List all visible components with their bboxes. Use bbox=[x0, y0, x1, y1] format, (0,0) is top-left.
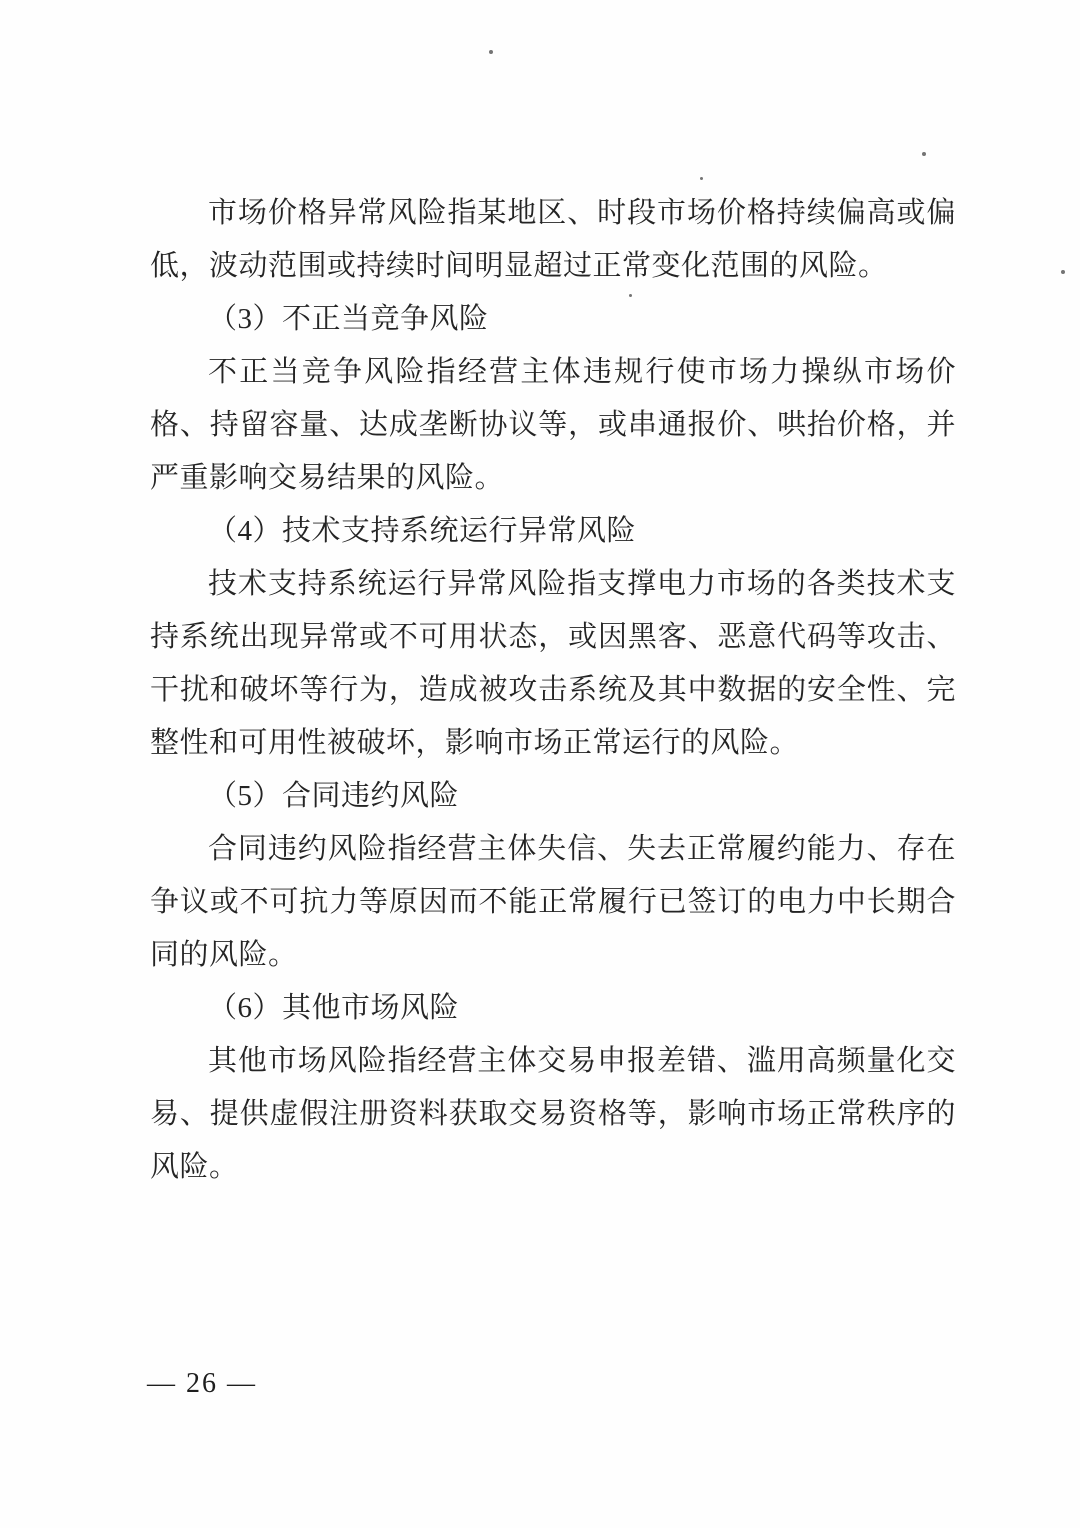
heading-other-market-risk: （6）其他市场风险 bbox=[208, 992, 460, 1024]
paragraph-other-market-risk-definition: 其他市场风险指经营主体交易申报差错、滥用高频量化交易、提供虚假注册资料获取交易资格等，影响市场正常秩序的风险。 bbox=[150, 1045, 956, 1183]
heading-unfair-competition-risk: （3）不正当竞争风险 bbox=[208, 303, 489, 335]
page-body-text bbox=[150, 187, 956, 1194]
scan-speck bbox=[489, 50, 493, 54]
paragraph-contract-breach-risk-definition: 合同违约风险指经营主体失信、失去正常履约能力、存在争议或不可抗力等原因而不能正常履行已签订的电力中长期合同的风险。 bbox=[150, 833, 956, 971]
page-number: — 26 — bbox=[147, 1368, 257, 1399]
page-footer bbox=[147, 1368, 257, 1400]
paragraph-market-price-abnormal-risk-definition: 市场价格异常风险指某地区、时段市场价格持续偏高或偏低，波动范围或持续时间明显超过正常变化范围的风险。 bbox=[150, 197, 956, 282]
paragraph-unfair-competition-risk-definition: 不正当竞争风险指经营主体违规行使市场力操纵市场价格、持留容量、达成垄断协议等，或串通报价、哄抬价格，并严重影响交易结果的风险。 bbox=[150, 356, 956, 494]
scan-speck bbox=[629, 294, 632, 297]
scan-speck bbox=[1061, 270, 1065, 274]
heading-technical-support-system-abnormal-risk: （4）技术支持系统运行异常风险 bbox=[208, 515, 637, 547]
scan-speck bbox=[700, 177, 703, 180]
scan-speck bbox=[922, 152, 926, 156]
paragraph-technical-support-system-risk-definition: 技术支持系统运行异常风险指支撑电力市场的各类技术支持系统出现异常或不可用状态，或因黑客、恶意代码等攻击、干扰和破坏等行为，造成被攻击系统及其中数据的安全性、完整性和可用性被破坏，影响市场正常运行的风险。 bbox=[150, 568, 956, 759]
heading-contract-breach-risk: （5）合同违约风险 bbox=[208, 780, 460, 812]
